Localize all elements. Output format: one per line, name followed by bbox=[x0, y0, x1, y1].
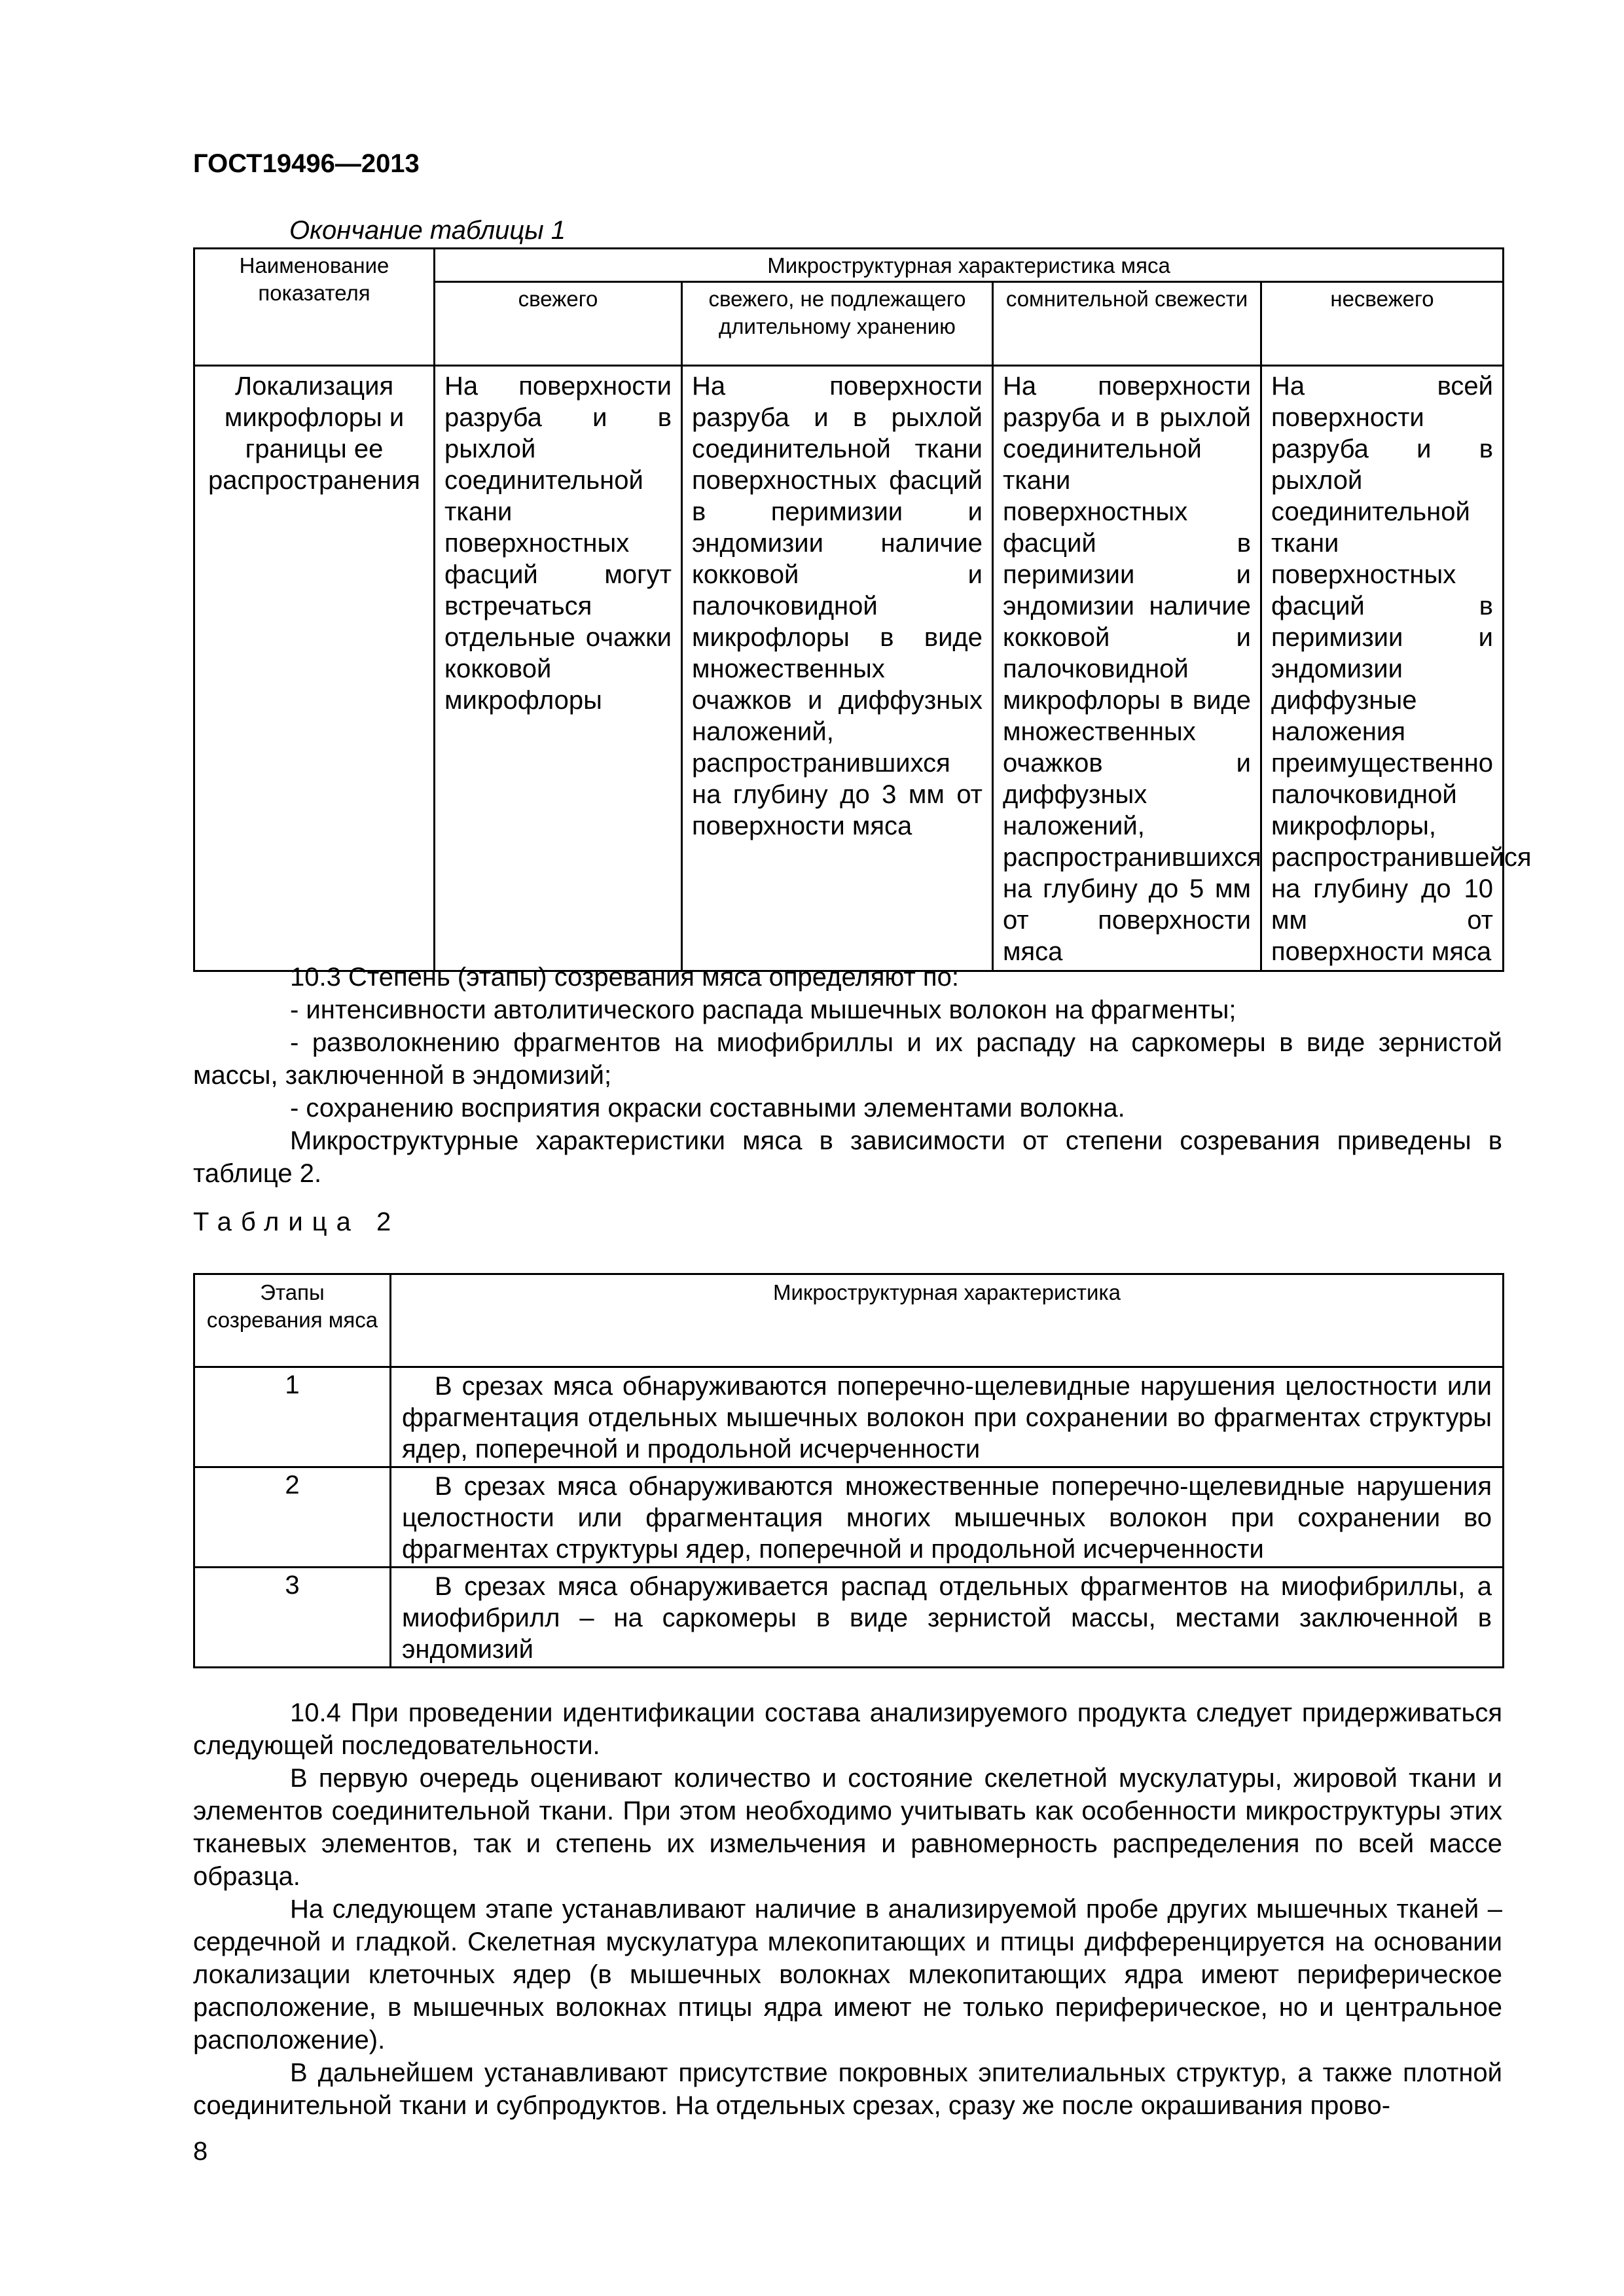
table2-header-stage: Этапы созревания мяса bbox=[194, 1274, 391, 1367]
table2-label: Таблица 2 bbox=[193, 1208, 401, 1236]
section-10-3-item-2: - разволокнению фрагментов на миофибриллы и их распаду на саркомеры в виде зернистой массы, заключенной в эндомизий; bbox=[193, 1028, 1502, 1090]
table1-header-group: Микроструктурная характеристика мяса bbox=[435, 249, 1504, 282]
table1-subheader-stale: несвежего bbox=[1261, 282, 1504, 366]
table1-caption: Окончание таблицы 1 bbox=[289, 216, 566, 245]
table1-cell-stale: На всей поверхности разруба и в рыхлой соединительной ткани поверхностных фасций в перимизии и эндомизии диффузные наложения преимущественно палочковидной микрофлоры, распространившейся на глубину до 10 мм от поверхности мяса bbox=[1261, 366, 1504, 971]
page-number: 8 bbox=[193, 2137, 208, 2166]
section-10-4-paragraph: 10.4 При проведении идентификации состава анализируемого продукта следует придерживаться следующей последовательности. bbox=[193, 1698, 1502, 1760]
table2-stage: 2 bbox=[194, 1467, 391, 1568]
table1-cell-fresh-short: На поверхности разруба и в рыхлой соединительной ткани поверхностных фасций в перимизии и эндомизии наличие кокковой и палочковидной микрофлоры в виде множественных очажков и диффузных наложений, распространившихся на глубину до 3 мм от поверхности мяса bbox=[682, 366, 993, 971]
table1-subheader-fresh: свежего bbox=[435, 282, 682, 366]
table1-cell-fresh: На поверхности разруба и в рыхлой соединительной ткани поверхностных фасций могут встречаться отдельные очажки кокковой микрофлоры bbox=[435, 366, 682, 971]
table2-stage: 3 bbox=[194, 1568, 391, 1668]
table1-row-name: Локализация микрофлоры и границы ее распространения bbox=[194, 366, 435, 971]
table1-header-name: Наименование показателя bbox=[194, 249, 435, 366]
section-10-4 bbox=[193, 1696, 1502, 2122]
section-10-3-item-1: - интенсивности автолитического распада мышечных волокон на фрагменты; bbox=[290, 996, 1236, 1024]
section-10-4-paragraph: В первую очередь оценивают количество и состояние скелетной мускулатуры, жировой ткани и элементов соединительной ткани. При этом необходимо учитывать как особенности микроструктуры этих тканевых элементов, так и степень их измельчения и равномерность распределения по всей массе образца. bbox=[193, 1764, 1502, 1891]
table2-characteristic: В срезах мяса обнаруживается распад отдельных фрагментов на миофибриллы, а миофибрилл – на саркомеры в виде зернистой массы, местами заключенной в эндомизий bbox=[391, 1568, 1504, 1668]
table2 bbox=[193, 1273, 1504, 1668]
table2-stage: 1 bbox=[194, 1367, 391, 1467]
section-10-3-item-3: - сохранению восприятия окраски составными элементами волокна. bbox=[290, 1094, 1125, 1122]
document-code: ГОСТ19496—2013 bbox=[193, 149, 420, 178]
section-10-4-paragraph: В дальнейшем устанавливают присутствие покровных эпителиальных структур, а также плотной соединительной ткани и субпродуктов. На отдельных срезах, сразу же после окрашивания прово- bbox=[193, 2058, 1502, 2120]
section-10-3 bbox=[193, 961, 1502, 1190]
section-10-4-paragraph: На следующем этапе устанавливают наличие в анализируемой пробе других мышечных тканей – сердечной и гладкой. Скелетная мускулатура млекопитающих и птицы дифференцируется на основании локализации клеточных ядер (в мышечных волокнах млекопитающих ядра имеют периферическое расположение, в мышечных волокнах птицы ядра имеют не только периферическое, но и центральное расположение). bbox=[193, 1895, 1502, 2054]
table1-cell-doubtful: На поверхности разруба и в рыхлой соединительной ткани поверхностных фасций в перимизии и эндомизии наличие кокковой и палочковидной микрофлоры в виде множественных очажков и диффузных наложений, распространившихся на глубину до 5 мм от поверхности мяса bbox=[993, 366, 1261, 971]
table2-characteristic: В срезах мяса обнаруживаются поперечно-щелевидные нарушения целостности или фрагментация отдельных мышечных волокон при сохранении во фрагментах структуры ядер, поперечной и продольной исчерченности bbox=[391, 1367, 1504, 1467]
table2-header-characteristic: Микроструктурная характеристика bbox=[391, 1274, 1504, 1367]
section-10-3-intro: 10.3 Степень (этапы) созревания мяса определяют по: bbox=[290, 963, 959, 992]
table1-subheader-doubtful: сомнительной свежести bbox=[993, 282, 1261, 366]
table2-characteristic: В срезах мяса обнаруживаются множественные поперечно-щелевидные нарушения целостности или фрагментация многих мышечных волокон при сохранении во фрагментах структуры ядер, поперечной и продольной исчерченности bbox=[391, 1467, 1504, 1568]
table1 bbox=[193, 247, 1532, 972]
table1-subheader-fresh-short: свежего, не подлежащего длительному хранению bbox=[682, 282, 993, 366]
section-10-3-closing: Микроструктурные характеристики мяса в зависимости от степени созревания приведены в таблице 2. bbox=[193, 1126, 1502, 1188]
